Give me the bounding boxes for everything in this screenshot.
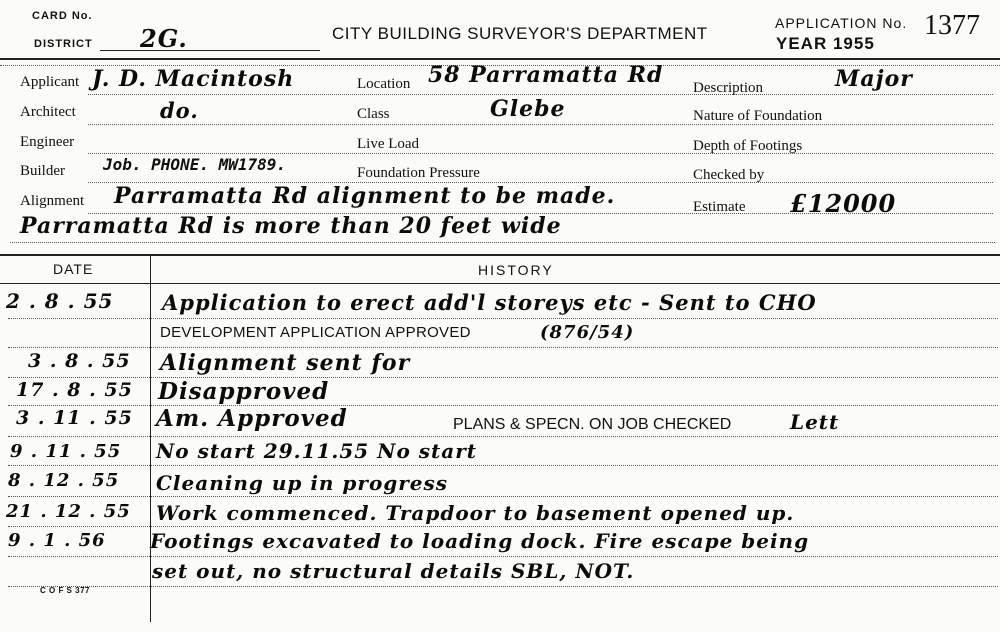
alignment-label: Alignment (20, 193, 85, 209)
card-no-label: CARD No. (32, 10, 93, 22)
development-approved-ref: (876/54) (540, 322, 635, 343)
builder-value: Job. PHONE. MW1789. (103, 155, 287, 174)
history-entry: Am. Approved (156, 405, 348, 432)
history-entry: Disapproved (158, 378, 330, 405)
estimate-value: £12000 (790, 189, 897, 218)
history-row-line (8, 586, 998, 587)
history-date: 21 . 12 . 55 (6, 501, 131, 522)
form-code: C O F S 377 (40, 586, 90, 595)
history-date: 9 . 11 . 55 (10, 441, 122, 462)
history-date: 17 . 8 . 55 (16, 379, 133, 401)
class-value: Glebe (490, 96, 566, 122)
history-date: 3 . 8 . 55 (28, 350, 131, 372)
description-value: Major (835, 66, 913, 92)
history-row-line (8, 526, 998, 527)
live-load-label: Live Load (357, 136, 420, 152)
history-row-line (8, 436, 998, 437)
field-dotline-1 (88, 94, 993, 95)
estimate-label: Estimate (693, 199, 746, 215)
history-date: 9 . 1 . 56 (8, 530, 106, 551)
date-header: DATE (53, 261, 94, 277)
nature-of-foundation-label: Nature of Foundation (693, 108, 823, 124)
location-value: 58 Parramatta Rd (428, 62, 664, 88)
history-entry: Work commenced. Trapdoor to basement opened up. (156, 501, 795, 525)
history-row-line (8, 465, 998, 466)
history-entry: Cleaning up in progress (156, 471, 449, 495)
alignment-value-1: Parramatta Rd alignment to be made. (114, 183, 616, 209)
application-no-label: APPLICATION No. (775, 15, 908, 31)
alignment-value-2: Parramatta Rd is more than 20 feet wide (20, 213, 562, 239)
table-header-line (0, 283, 1000, 284)
history-entry: set out, no structural details SBL, NOT. (152, 559, 635, 583)
history-date: 3 . 11 . 55 (16, 407, 133, 429)
history-row-line (8, 556, 998, 557)
engineer-label: Engineer (20, 134, 75, 150)
history-entry: Footings excavated to loading dock. Fire escape being (150, 529, 810, 553)
development-approved-stamp: DEVELOPMENT APPLICATION APPROVED (160, 324, 471, 341)
field-dotline-6 (10, 242, 995, 243)
checked-by-label: Checked by (693, 167, 765, 183)
location-label: Location (357, 76, 411, 92)
date-column-divider (150, 254, 151, 622)
architect-value: do. (160, 98, 199, 123)
applicant-value: J. D. Macintosh (92, 66, 295, 92)
class-label: Class (357, 106, 390, 122)
department-title: CITY BUILDING SURVEYOR'S DEPARTMENT (332, 24, 708, 43)
history-entry: Alignment sent for (160, 350, 411, 376)
field-dotline-2 (88, 124, 993, 125)
district-label: DISTRICT (34, 38, 93, 50)
depth-of-footings-label: Depth of Footings (693, 138, 803, 154)
history-row-line (8, 377, 998, 378)
district-value: 2G. (140, 24, 188, 53)
history-date: 8 . 12 . 55 (8, 470, 120, 491)
history-date: 2 . 8 . 55 (6, 289, 114, 313)
history-row-line (8, 347, 998, 348)
applicant-label: Applicant (20, 74, 80, 90)
history-row-line (8, 496, 998, 497)
foundation-pressure-label: Foundation Pressure (357, 165, 480, 181)
builder-label: Builder (20, 163, 65, 179)
field-dotline-3 (88, 153, 993, 154)
history-row-line (8, 318, 998, 319)
application-no: 1377 (924, 10, 980, 41)
plans-checked-stamp: PLANS & SPECN. ON JOB CHECKED (453, 416, 732, 433)
history-header: HISTORY (478, 262, 554, 278)
architect-label: Architect (20, 104, 76, 120)
plans-checked-initials: Lett (790, 410, 840, 434)
history-entry: Application to erect add'l storeys etc - Sent to CHO (162, 290, 817, 315)
district-underline (100, 50, 320, 51)
description-label: Description (693, 80, 763, 96)
history-entry: No start 29.11.55 No start (156, 439, 477, 463)
year-label: YEAR 1955 (776, 34, 875, 53)
header-divider (0, 58, 1000, 60)
